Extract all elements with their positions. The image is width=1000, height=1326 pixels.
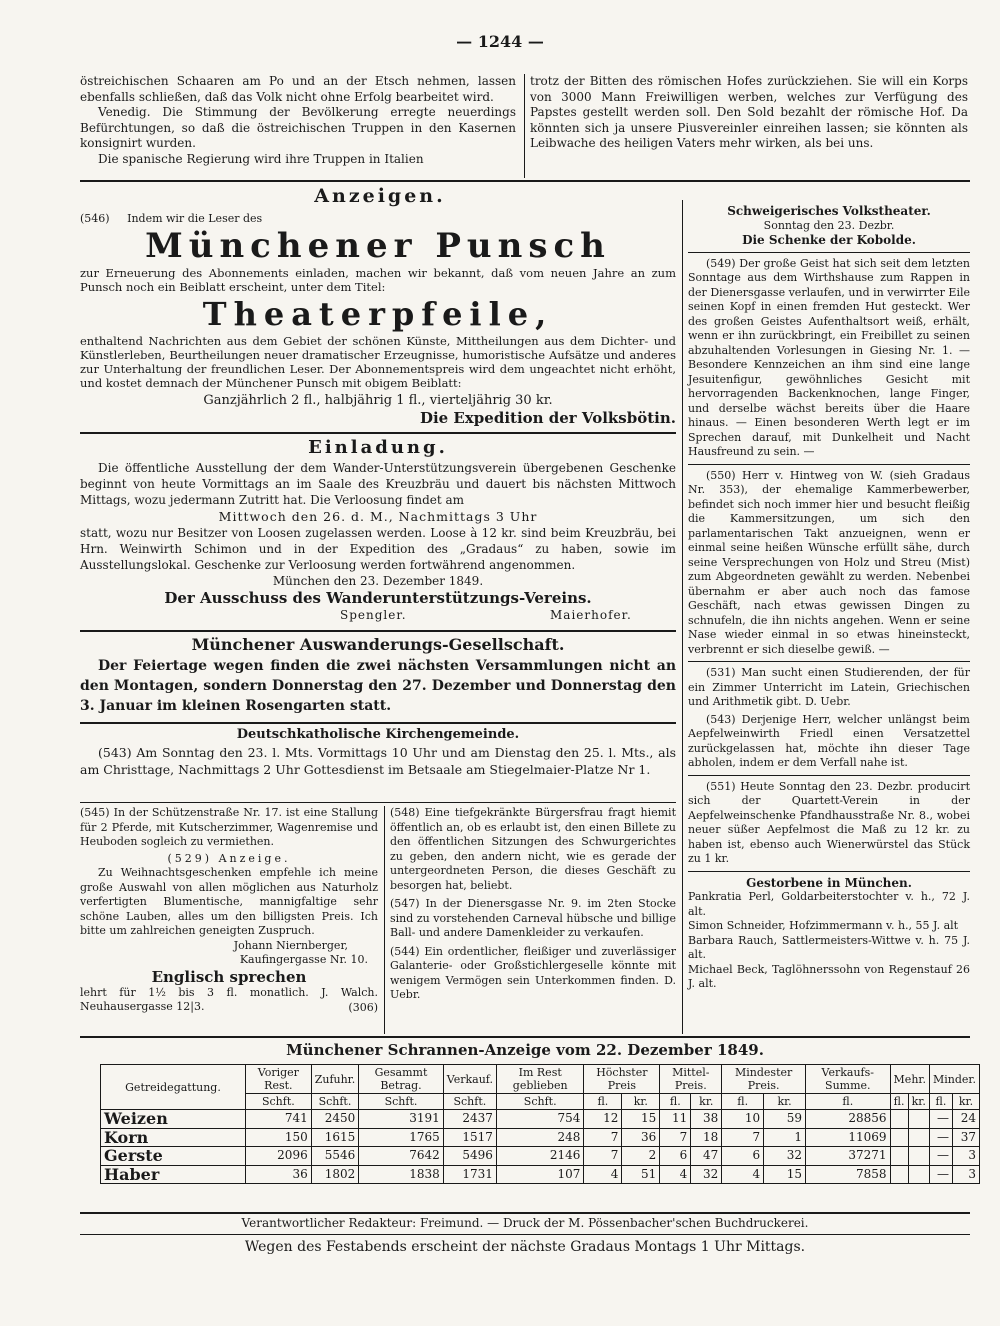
- table-cell: 32: [764, 1147, 806, 1166]
- death-entry: Michael Beck, Taglöhnerssohn von Regenstauf 26 J. alt.: [688, 962, 970, 990]
- einladung-text: Die öffentliche Ausstellung der dem Wander-Unterstützungsverein übergebenen Geschenke beginnt von heute Vormittags an im Saale des Kreuzbräu und dauert bis nächsten Mittwoch Mittags, wozu jedermann Zutritt hat. Die Verloosung findet am: [80, 461, 676, 507]
- death-entry: Pankratia Perl, Goldarbeiterstochter v. h., 72 J. alt.: [688, 890, 970, 918]
- table-cell: 51: [622, 1165, 660, 1184]
- header-cell: Im Rest geblieben: [496, 1065, 583, 1094]
- table-cell: 59: [764, 1110, 806, 1129]
- table-cell: 7858: [806, 1165, 891, 1184]
- auswanderung-text: Der Feiertage wegen finden die zwei nächsten Versammlungen nicht an den Montagen, sondern Donnerstag den 27. Dezember und Donnerstag den 3. Januar im kleinen Rosengarten statt.: [80, 658, 676, 714]
- ad-punsch: [80, 212, 676, 427]
- ad-548: (548) Eine tiefgekränkte Bürgersfrau fragt hiemit öffentlich an, ob es erlaubt ist, den einen Billete zu den öffentlichen Sitzungen des Schwurgerichtes zu geben, den andern nicht, wie es gerade der untergeordneten Person, die dieses Geschäft zu besorgen hat, beliebt.: [390, 806, 676, 892]
- imprint: Verantwortlicher Redakteur: Freimund. — Druck der M. Pössenbacher'schen Buchdruckerei.: [241, 1216, 809, 1230]
- table-cell: 7: [584, 1147, 622, 1166]
- punsch-description: enthaltend Nachrichten aus dem Gebiet der schönen Künste, Mittheilungen aus dem Dichter- und Künstlerleben, Beurtheilungen neuer dramatischer Erzeugnisse, humoristische Aufsätze und anderes zur Unterhaltung der freundlichen Leser. Der Abonnementspreis wird dem ungeachtet nicht erhöht, und kostet demnach der Münchener Punsch mit obigem Beiblatt:: [80, 334, 676, 390]
- section-rule: [80, 180, 970, 182]
- table-cell: 32: [691, 1165, 722, 1184]
- subheader-cell: kr.: [952, 1094, 979, 1110]
- header-cell: Mindester Preis.: [722, 1065, 806, 1094]
- subheader-cell: kr.: [908, 1094, 929, 1110]
- ad-551: (551) Heute Sonntag den 23. Dezbr. producirt sich der Quartett-Verein in der Aepfelweinschenke Pfandhausstraße Nr. 8., wobei neuer süßer Aepfelmost die Maß zu 12 kr. zu haben ist, ebenso auch Wienerwürstel das Stück zu 1 kr.: [688, 779, 970, 865]
- table-cell: —: [929, 1165, 952, 1184]
- ad-550: (550) Herr v. Hintweg von W. (sieh Gradaus Nr. 353), der ehemalige Kammerbewerber, befindet sich noch immer hier und besucht fleißig die Kammersitzungen, um sich den parlamentarischen Takt anzueignen, wenn er einmal seine heißen Wünsche erfüllt sähe, durch seine Versprechungen von Holz und Streu (Mist) zum Abgeordneten gewählt zu werden. Nebenbei übernahm er aber auch noch das famose Geschäft, nach etwas gewissen Dingen zu schnufeln, die ihn nichts angehen. Wenn er seine Nase wieder einmal in so etwas hineinsteckt, verbrennt er sich dieselbe gewiß. —: [688, 468, 970, 656]
- section-rule: [80, 802, 676, 803]
- table-cell: 38: [691, 1110, 722, 1129]
- ad-543b: (543) Derjenige Herr, welcher unlängst beim Aepfelweinwirth Friedl einen Versatzettel zurückgelassen hat, möchte ihn dieser Tage abholen, indem er dem Verfall nahe ist.: [688, 712, 970, 769]
- englisch-number: (306): [348, 1000, 378, 1014]
- table-cell: 7: [584, 1128, 622, 1147]
- article-text: trotz der Bitten des römischen Hofes zurückziehen. Sie will ein Korps von 3000 Mann Freiwilligen werben, welches zur Verfügung des Papstes gestellt werden soll. Den Sold bezahlt der römische Hof. Da könnten sich ja unsere Piusvereinler einreihen lassen; sie könnten als Leibwache des heiligen Vaters mehr wirken, als bei uns.: [530, 74, 968, 150]
- table-cell: 15: [622, 1110, 660, 1129]
- theater-date: Sonntag den 23. Dezbr.: [763, 218, 895, 232]
- table-cell: 11069: [806, 1128, 891, 1147]
- einladung-date: Mittwoch den 26. d. M., Nachmittags 3 Uhr: [218, 509, 538, 524]
- table-cell: 10: [722, 1110, 764, 1129]
- table-cell: 2437: [443, 1110, 496, 1129]
- table-cell: 7: [660, 1128, 691, 1147]
- table-cell: —: [929, 1110, 952, 1129]
- table-cell: 37: [952, 1128, 979, 1147]
- table-cell: 1615: [311, 1128, 359, 1147]
- ad-544: (544) Ein ordentlicher, fleißiger und zuverlässiger Galanterie- oder Großstichlergeselle könnte mit wenigem Vermögen sein Unterkommen finden. D. Uebr.: [390, 944, 676, 1001]
- table-row: [101, 1128, 980, 1147]
- table-cell: 18: [691, 1128, 722, 1147]
- einladung-committee: Der Ausschuss des Wanderunterstützungs-Vereins.: [164, 589, 592, 607]
- subheader-cell: fl.: [890, 1094, 908, 1110]
- table-cell: 7642: [359, 1147, 444, 1166]
- theater-play: Die Schenke der Kobolde.: [742, 233, 916, 247]
- ad-einladung: [80, 436, 676, 624]
- table-cell: 3191: [359, 1110, 444, 1129]
- englisch-text: lehrt für 1½ bis 3 fl. monatlich. J. Walch. Neuhausergasse 12|3.: [80, 985, 378, 1013]
- grain-name: Korn: [101, 1128, 246, 1147]
- grain-name: Weizen: [101, 1110, 246, 1129]
- table-cell: 11: [660, 1110, 691, 1129]
- article-spain: Die spanische Regierung wird ihre Truppen in Italien: [98, 151, 424, 166]
- table-cell: [890, 1147, 908, 1166]
- section-rule: [80, 722, 676, 724]
- table-cell: 28856: [806, 1110, 891, 1129]
- table-row: [101, 1165, 980, 1184]
- ad-529-address: Kaufingergasse Nr. 10.: [239, 953, 368, 966]
- einladung-heading: Einladung.: [308, 437, 448, 458]
- schranne-table-wrapper: [100, 1064, 980, 1184]
- table-cell: [890, 1110, 908, 1129]
- table-cell: 4: [722, 1165, 764, 1184]
- table-cell: 15: [764, 1165, 806, 1184]
- table-cell: 1731: [443, 1165, 496, 1184]
- ad-number: (546): [80, 212, 110, 225]
- schranne-title: Münchener Schrannen-Anzeige vom 22. Dezember 1849.: [286, 1041, 764, 1059]
- table-cell: [890, 1128, 908, 1147]
- subheader-cell: Schft.: [359, 1094, 444, 1110]
- ad-kirchengemeinde: [80, 726, 676, 778]
- table-cell: 2450: [311, 1110, 359, 1129]
- subheader-cell: kr.: [691, 1094, 722, 1110]
- table-cell: 107: [496, 1165, 583, 1184]
- table-cell: 3: [952, 1147, 979, 1166]
- subheader-cell: fl.: [806, 1094, 891, 1110]
- article-venedig: Venedig. Die Stimmung der Bevölkerung erregte neuerdings Befürchtungen, so daß die östreichischen Truppen in den Kasernen konsignirt wurden.: [80, 105, 516, 150]
- footer-notice: Wegen des Festabends erscheint der nächste Gradaus Montags 1 Uhr Mittags.: [244, 1239, 806, 1255]
- punsch-price: Ganzjährlich 2 fl., halbjährig 1 fl., vierteljährig 30 kr.: [203, 393, 553, 408]
- grain-name: Haber: [101, 1165, 246, 1184]
- section-rule: [80, 1234, 970, 1235]
- header-cell: Höchster Preis: [584, 1065, 660, 1094]
- table-cell: 12: [584, 1110, 622, 1129]
- section-rule: [80, 1036, 970, 1038]
- table-cell: 2: [622, 1147, 660, 1166]
- table-cell: 36: [246, 1165, 312, 1184]
- table-cell: 5496: [443, 1147, 496, 1166]
- table-cell: 1517: [443, 1128, 496, 1147]
- table-cell: [908, 1128, 929, 1147]
- top-right-column: [530, 74, 968, 152]
- header-cell: Zufuhr.: [311, 1065, 359, 1094]
- theater-heading: Schweigerisches Volkstheater.: [727, 204, 931, 218]
- subheader-cell: Schft.: [443, 1094, 496, 1110]
- grain-name: Gerste: [101, 1147, 246, 1166]
- table-cell: 24: [952, 1110, 979, 1129]
- table-cell: 5546: [311, 1147, 359, 1166]
- right-column: [688, 204, 970, 992]
- theaterpfeile-title: Theaterpfeile,: [202, 295, 554, 333]
- column-divider: [384, 806, 385, 1034]
- table-cell: 36: [622, 1128, 660, 1147]
- header-cell: Voriger Rest.: [246, 1065, 312, 1094]
- table-cell: 741: [246, 1110, 312, 1129]
- kirchengemeinde-heading: Deutschkatholische Kirchengemeinde.: [236, 727, 520, 742]
- death-entry: Barbara Rauch, Sattlermeisters-Wittwe v. h. 75 J. alt.: [688, 933, 970, 961]
- table-row: [101, 1110, 980, 1129]
- ad-549: (549) Der große Geist hat sich seit dem letzten Sonntage aus dem Wirthshause zum Rappen in der Dienersgasse verlaufen, und in verwirrter Eile seinen Kopf in einen fremden Hut gesteckt. Wer des großen Geistes Aufenthaltsort weiß, erhält, wenn er ihn zurückbringt, ein Freibillet zu seinen abzuhaltenden Vorlesungen in Giesing Nr. 1. — Besondere Kennzeichen an ihm sind eine lange Jesuitenfigur, gewöhnliches Gesicht mit hervorragenden Backenknochen, lange Finger, und derselbe wächst bereits über die Haare hinaus. — Einen besonderen Werth legt er im Sprechen darauf, mit Dunkelheit und Nacht Hausfreund zu sein. —: [688, 256, 970, 458]
- table-cell: 7: [722, 1128, 764, 1147]
- punsch-text: zur Erneuerung des Abonnements einladen, machen wir bekannt, daß vom neuen Jahre an zum Punsch noch ein Beiblatt erscheint, unter dem Titel:: [80, 266, 676, 294]
- section-rule: [80, 630, 676, 632]
- table-cell: 1765: [359, 1128, 444, 1147]
- table-cell: 6: [660, 1147, 691, 1166]
- kirchengemeinde-text: (543) Am Sonntag den 23. l. Mts. Vormittags 10 Uhr und am Dienstag den 25. l. Mts., als am Christtage, Nachmittags 2 Uhr Gottesdienst im Betsaale am Stiegelmaier-Platze Nr 1.: [80, 745, 676, 777]
- table-cell: 4: [584, 1165, 622, 1184]
- table-cell: 3: [952, 1165, 979, 1184]
- table-cell: —: [929, 1128, 952, 1147]
- death-entry: Simon Schneider, Hofzimmermann v. h., 55 J. alt: [688, 919, 959, 932]
- anzeigen-heading: Anzeigen.: [314, 185, 446, 207]
- table-row: [101, 1147, 980, 1166]
- table-cell: 37271: [806, 1147, 891, 1166]
- ad-545: (545) In der Schützenstraße Nr. 17. ist eine Stallung für 2 Pferde, mit Kutscherzimmer, Wagenremise und Heuboden sogleich zu vermiethen.: [80, 806, 378, 848]
- header-cell: Gesammt Betrag.: [359, 1065, 444, 1094]
- subheader-cell: fl.: [660, 1094, 691, 1110]
- table-cell: 248: [496, 1128, 583, 1147]
- auswanderung-heading: Münchener Auswanderungs-Gesellschaft.: [191, 635, 565, 654]
- ad-529-heading: (529) Anzeige.: [167, 851, 291, 865]
- ad-intro: Indem wir die Leser des: [127, 212, 263, 225]
- header-cell: Getreidegattung.: [101, 1065, 246, 1110]
- small-ads-middle: [390, 806, 676, 1003]
- einladung-text-2: statt, wozu nur Besitzer von Loosen zugelassen werden. Loose à 12 kr. sind beim Kreuzbräu, bei Hrn. Weinwirth Schimon und in der Expedition des „Gradaus“ zu haben, sowie im Ausstellungslokal. Geschenke zur Verloosung werden fortwährend angenommen.: [80, 526, 676, 572]
- ad-529: Zu Weihnachtsgeschenken empfehle ich meine große Auswahl von allen möglichen aus Naturholz verfertigten Blumentische, mannigfaltige sehr schöne Lauben, alles um den billigsten Preis. Ich bitte um zahlreichen geneigten Zuspruch.: [80, 866, 378, 937]
- table-cell: 47: [691, 1147, 722, 1166]
- punsch-title: Münchener Punsch: [145, 226, 611, 266]
- column-divider: [524, 74, 525, 178]
- ad-529-signature: Johann Niernberger,: [233, 938, 348, 952]
- table-cell: 4: [660, 1165, 691, 1184]
- table-cell: 150: [246, 1128, 312, 1147]
- table-cell: 2096: [246, 1147, 312, 1166]
- small-ads-left: [80, 806, 378, 1015]
- punsch-signature: Die Expedition der Volksbötin.: [419, 409, 676, 427]
- header-cell: Verkaufs-Summe.: [806, 1065, 891, 1094]
- englisch-heading: Englisch sprechen: [151, 967, 307, 986]
- table-cell: 1: [764, 1128, 806, 1147]
- column-divider: [682, 200, 683, 1034]
- top-left-column: [80, 74, 516, 167]
- subheader-cell: Schft.: [311, 1094, 359, 1110]
- page-number: — 1244 —: [456, 32, 544, 51]
- table-cell: 1838: [359, 1165, 444, 1184]
- subheader-cell: fl.: [584, 1094, 622, 1110]
- subheader-cell: kr.: [622, 1094, 660, 1110]
- table-cell: [908, 1165, 929, 1184]
- table-cell: 2146: [496, 1147, 583, 1166]
- subheader-cell: kr.: [764, 1094, 806, 1110]
- header-cell: Mittel-Preis.: [660, 1065, 722, 1094]
- table-cell: [908, 1110, 929, 1129]
- schranne-table: [100, 1064, 980, 1184]
- table-cell: 6: [722, 1147, 764, 1166]
- subheader-cell: Schft.: [246, 1094, 312, 1110]
- subheader-cell: fl.: [929, 1094, 952, 1110]
- header-cell: Mehr.: [890, 1065, 929, 1094]
- header-cell: Minder.: [929, 1065, 979, 1094]
- einladung-place-date: München den 23. Dezember 1849.: [272, 574, 484, 588]
- table-cell: 1802: [311, 1165, 359, 1184]
- table-cell: [890, 1165, 908, 1184]
- deaths-heading: Gestorbene in München.: [746, 875, 912, 890]
- ad-531: (531) Man sucht einen Studierenden, der für ein Zimmer Unterricht im Latein, Griechischen und Arithmetik gibt. D. Uebr.: [688, 666, 970, 708]
- subheader-cell: Schft.: [496, 1094, 583, 1110]
- ad-547: (547) In der Dienersgasse Nr. 9. im 2ten Stocke sind zu vorstehenden Carneval hübsche und billige Ball- und andere Damenkleider zu verkaufen.: [390, 897, 676, 939]
- committee-name: Maierhofer.: [550, 608, 632, 622]
- header-cell: Verkauf.: [443, 1065, 496, 1094]
- table-cell: —: [929, 1147, 952, 1166]
- committee-name: Spengler.: [340, 608, 407, 622]
- subheader-cell: fl.: [722, 1094, 764, 1110]
- ad-auswanderung: [80, 634, 676, 716]
- section-rule: [80, 432, 676, 434]
- table-cell: 754: [496, 1110, 583, 1129]
- table-cell: [908, 1147, 929, 1166]
- article-text: östreichischen Schaaren am Po und an der Etsch nehmen, lassen ebenfalls schließen, daß das Volk nicht ohne Erfolg bearbeitet wird.: [80, 74, 516, 104]
